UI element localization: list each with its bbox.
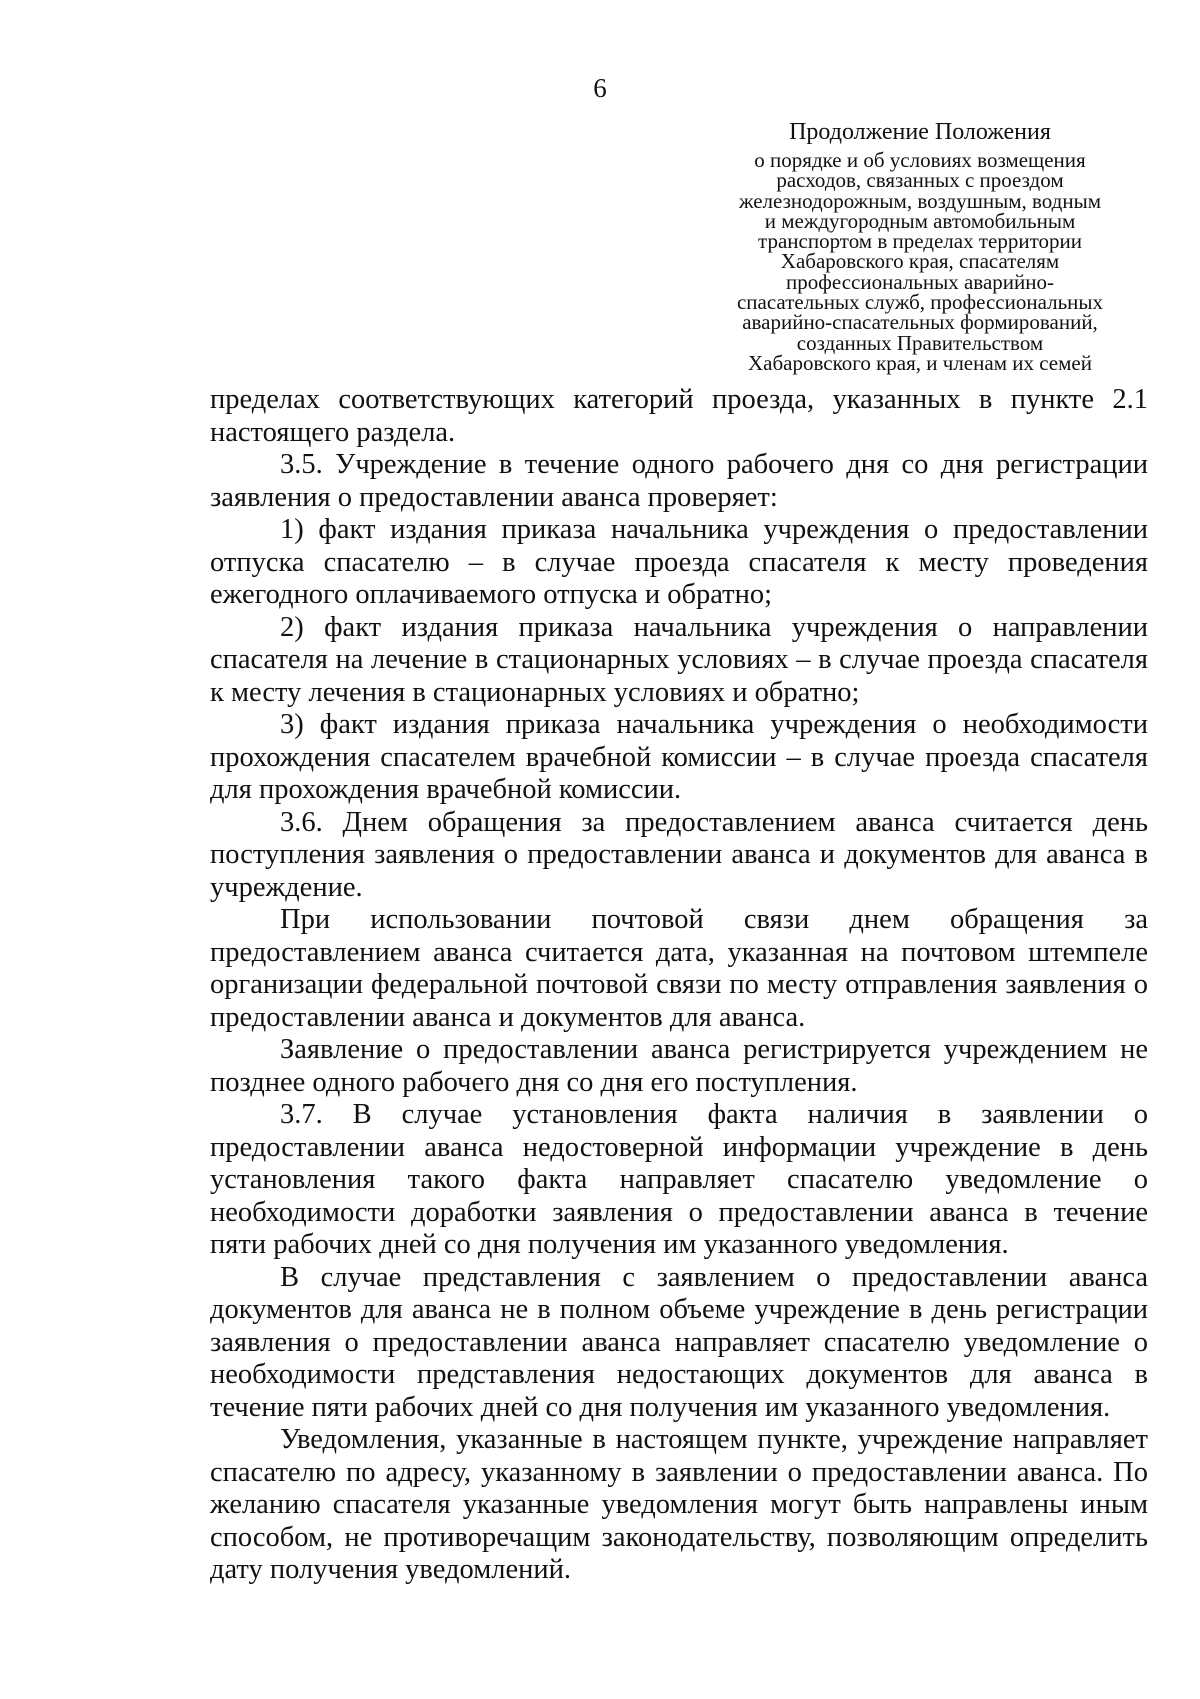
header-subtitle-line: транспортом в пределах территории: [758, 229, 1082, 254]
document-body: [210, 384, 1148, 1587]
paragraph-3-5-item-3: 3) факт издания приказа начальника учреждения о необходимости прохождения спасателем врачебной комиссии – в случае проезда спасателя для прохождения врачебной комиссии.: [210, 709, 1148, 805]
paragraph-3-5: 3.5. Учреждение в течение одного рабочего дня со дня регистрации заявления о предоставлении аванса проверяет:: [210, 449, 1148, 513]
header-subtitle-line: Хабаровского края, спасателям: [780, 249, 1060, 274]
header-subtitle-line: о порядке и об условиях возмещения: [754, 148, 1086, 172]
paragraph-3-6: 3.6. Днем обращения за предоставлением аванса считается день поступления заявления о предоставлении аванса и документов для аванса в учреждение.: [210, 806, 1148, 903]
paragraph-continuation: пределах соответствующих категорий проезда, указанных в пункте 2.1 настоящего раздела.: [210, 384, 1148, 448]
paragraph-3-6-postal: При использовании почтовой связи днем обращения за предоставлением аванса считается дата, указанная на почтовом штемпеле организации федеральной почтовой связи по месту отправления заявления о предоставлении аванса и документов для аванса.: [210, 904, 1148, 1033]
document-header: [715, 118, 1125, 373]
header-title: Продолжение Положения: [789, 119, 1051, 145]
paragraph-3-6-registration: Заявление о предоставлении аванса регистрируется учреждением не позднее одного рабочего дня со дня его поступления.: [210, 1034, 1148, 1098]
header-subtitle: [715, 150, 1125, 373]
header-subtitle-line: железнодорожным, воздушным, водным: [738, 188, 1101, 213]
paragraph-3-7-incomplete-documents: В случае представления с заявлением о предоставлении аванса документов для аванса не в полном объеме учреждение в день регистрации заявления о предоставлении аванса направляет спасателю уведомление о необходимости представления недостающих документов для аванса в течение пяти рабочих дней со дня получения им указанного уведомления.: [210, 1261, 1148, 1423]
paragraph-3-5-item-1: 1) факт издания приказа начальника учреждения о предоставлении отпуска спасателю – в случае проезда спасателя к месту проведения ежегодного оплачиваемого отпуска и обратно;: [210, 514, 1148, 610]
header-subtitle-line: спасательных служб, профессиональных: [736, 290, 1104, 315]
header-subtitle-line: Хабаровского края, и членам их семей: [748, 350, 1092, 375]
header-subtitle-line: расходов, связанных с проездом: [776, 168, 1064, 193]
paragraph-3-7-notifications: Уведомления, указанные в настоящем пункте, учреждение направляет спасателю по адресу, указанному в заявлении о предоставлении аванса. По желанию спасателя указанные уведомления могут быть направлены иным способом, не противоречащим законодательству, позволяющим определить дату получения уведомлений.: [210, 1424, 1148, 1585]
page-number: 6: [593, 73, 607, 103]
header-subtitle-line: созданных Правительством: [796, 330, 1044, 355]
header-subtitle-line: и междугородным автомобильным: [764, 208, 1076, 233]
header-subtitle-line: аварийно-спасательных формирований,: [742, 310, 1098, 335]
paragraph-3-7: 3.7. В случае установления факта наличия в заявлении о предоставлении аванса недостоверной информации учреждение в день установления такого факта направляет спасателю уведомление о необходимости доработки заявления о предоставлении аванса в течение пяти рабочих дней со дня получения им указанного уведомления.: [210, 1099, 1148, 1260]
header-subtitle-line: профессиональных аварийно-: [786, 269, 1054, 294]
paragraph-3-5-item-2: 2) факт издания приказа начальника учреждения о направлении спасателя на лечение в стационарных условиях – в случае проезда спасателя к месту лечения в стационарных условиях и обратно;: [210, 611, 1148, 708]
